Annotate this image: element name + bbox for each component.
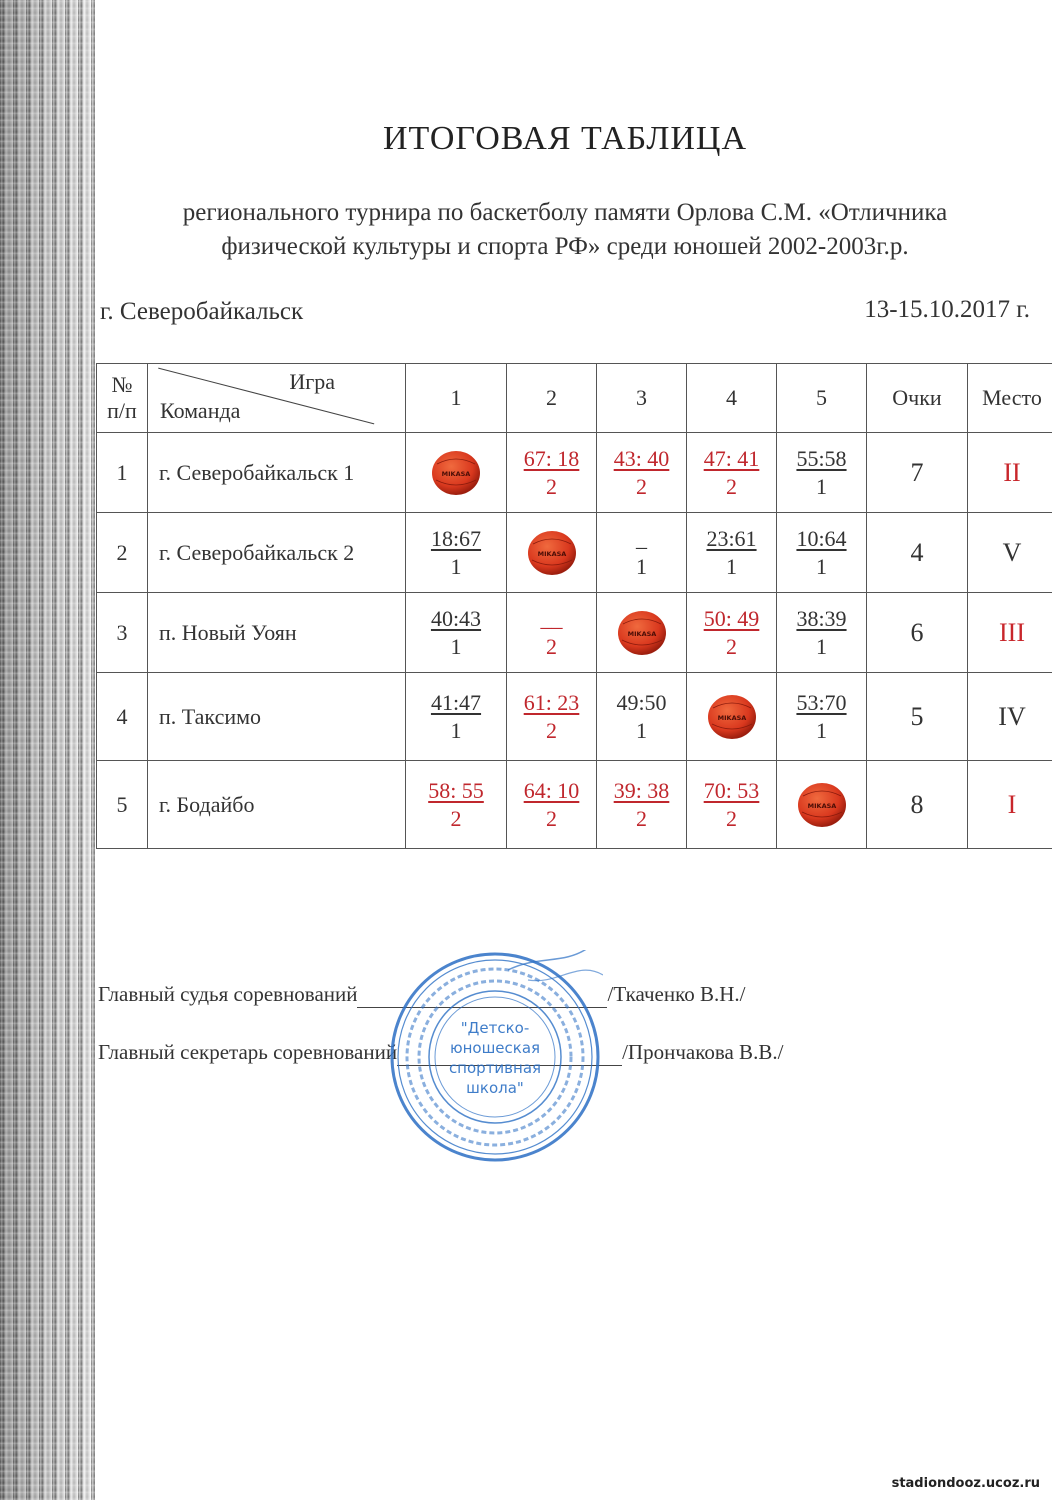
match-score xyxy=(431,525,481,581)
table-row xyxy=(97,593,1052,673)
subtitle-line-1: регионального турнира по баскетболу памяти Орлова С.М. «Отличника xyxy=(182,199,948,226)
score-value: 23:61 xyxy=(706,525,757,551)
match-score xyxy=(431,605,481,661)
match-score xyxy=(796,605,846,661)
match-score xyxy=(796,689,846,745)
row-number: 3 xyxy=(97,593,148,673)
score-value: 40:43 xyxy=(430,605,482,631)
match-score xyxy=(704,445,760,501)
match-points: 1 xyxy=(450,717,462,743)
city-label: г. Северобайкальск xyxy=(100,298,304,325)
judge-label: Главный судья соревнований xyxy=(98,982,358,1006)
match-points: 2 xyxy=(636,473,647,499)
total-points: 4 xyxy=(867,513,968,593)
score-value: _ xyxy=(636,525,647,551)
match-points: 2 xyxy=(546,633,557,659)
document-subtitle xyxy=(100,196,1030,264)
match-score xyxy=(614,777,670,833)
header-col-4: 4 xyxy=(687,364,777,433)
header-points: Очки xyxy=(867,364,968,433)
match-result-cell xyxy=(597,761,687,849)
match-points: 2 xyxy=(636,805,647,831)
final-place: II xyxy=(968,433,1052,513)
results-body xyxy=(97,433,1052,849)
official-stamp xyxy=(388,950,603,1165)
match-points: 1 xyxy=(450,553,462,579)
secretary-label: Главный секретарь соревнований xyxy=(98,1040,398,1064)
header-place: Место xyxy=(968,364,1052,433)
stamp-text-4: школа" xyxy=(466,1079,524,1097)
results-table xyxy=(96,363,1052,849)
match-score xyxy=(704,777,760,833)
header-col-1: 1 xyxy=(406,364,507,433)
match-result-cell xyxy=(507,761,597,849)
match-points: 2 xyxy=(546,805,557,831)
final-place: III xyxy=(968,593,1052,673)
match-result-cell xyxy=(597,513,687,593)
row-number: 2 xyxy=(97,513,148,593)
match-score xyxy=(524,689,580,745)
match-result-cell xyxy=(687,593,777,673)
secretary-name: /Прончакова В.В./ xyxy=(622,1040,784,1064)
document-title: ИТОГОВАЯ ТАБЛИЦА xyxy=(382,120,748,157)
self-match-cell xyxy=(507,513,597,593)
self-match-cell xyxy=(777,761,867,849)
basketball-icon xyxy=(707,694,757,740)
score-value: 64: 10 xyxy=(523,777,580,803)
team-name: п. Новый Уоян xyxy=(148,593,406,673)
match-result-cell xyxy=(687,513,777,593)
judge-name: /Ткаченко В.Н./ xyxy=(607,982,746,1006)
scan-edge-artifact xyxy=(0,0,95,1500)
total-points: 6 xyxy=(867,593,968,673)
self-match-cell xyxy=(687,673,777,761)
match-score xyxy=(704,605,760,661)
match-points: 2 xyxy=(726,473,737,499)
match-points: 1 xyxy=(726,553,737,579)
row-number: 1 xyxy=(97,433,148,513)
ball-brand-label: MIKASA xyxy=(441,469,471,478)
match-result-cell xyxy=(777,513,867,593)
match-result-cell xyxy=(597,673,687,761)
match-result-cell xyxy=(507,593,597,673)
header-num xyxy=(97,364,148,433)
header-team-label: Команда xyxy=(160,398,241,423)
score-value: 55:58 xyxy=(796,445,847,471)
stamp-text-1: "Детско- xyxy=(460,1019,530,1037)
match-result-cell xyxy=(597,433,687,513)
total-points: 7 xyxy=(867,433,968,513)
subtitle-line-2: физической культуры и спорта РФ» среди юношей 2002-2003г.р. xyxy=(221,233,909,260)
row-number: 5 xyxy=(97,761,148,849)
match-result-cell xyxy=(687,761,777,849)
header-col-5: 5 xyxy=(777,364,867,433)
team-name: г. Бодайбо xyxy=(148,761,406,849)
match-points: 1 xyxy=(636,553,647,579)
match-result-cell xyxy=(406,673,507,761)
ball-brand-label: MIKASA xyxy=(627,629,656,638)
match-result-cell xyxy=(777,673,867,761)
ball-brand-label: MIKASA xyxy=(807,801,836,810)
match-points: 1 xyxy=(816,473,827,499)
no-game-mark xyxy=(636,525,647,581)
match-points: 1 xyxy=(636,717,647,743)
team-name: г. Северобайкальск 1 xyxy=(148,433,406,513)
basketball-icon xyxy=(431,450,481,496)
basketball-icon xyxy=(527,530,577,576)
ball-brand-label: MIKASA xyxy=(717,713,746,722)
final-place: I xyxy=(968,761,1052,849)
score-value: 43: 40 xyxy=(613,445,670,471)
match-score xyxy=(614,445,670,501)
score-value: 10:64 xyxy=(796,525,847,551)
table-row xyxy=(97,513,1052,593)
self-match-cell xyxy=(597,593,687,673)
match-points: 2 xyxy=(450,805,462,831)
dates-label: 13-15.10.2017 г. xyxy=(864,296,1030,323)
score-value: 53:70 xyxy=(796,689,847,715)
match-points: 2 xyxy=(726,805,737,831)
table-row xyxy=(97,433,1052,513)
basketball-icon xyxy=(797,782,847,828)
match-result-cell xyxy=(507,673,597,761)
score-value: 49:50 xyxy=(616,689,667,715)
final-place: V xyxy=(968,513,1052,593)
match-result-cell xyxy=(777,433,867,513)
site-watermark: stadiondooz.ucoz.ru xyxy=(891,1476,1040,1491)
score-value: 67: 18 xyxy=(523,445,580,471)
match-score xyxy=(524,777,580,833)
match-result-cell xyxy=(687,433,777,513)
score-value: 39: 38 xyxy=(613,777,670,803)
score-value: 50: 49 xyxy=(703,605,760,631)
ball-brand-label: MIKASA xyxy=(537,549,566,558)
match-points: 1 xyxy=(816,633,827,659)
no-game-mark xyxy=(541,605,563,661)
score-value: 47: 41 xyxy=(703,445,760,471)
stamp-text-2: юношеская xyxy=(449,1039,541,1057)
match-points: 2 xyxy=(546,717,557,743)
match-points: 1 xyxy=(450,633,462,659)
header-game-label: Игра xyxy=(289,369,335,394)
match-score xyxy=(796,445,846,501)
match-result-cell xyxy=(406,513,507,593)
score-value: 18:67 xyxy=(430,525,482,551)
final-place: IV xyxy=(968,673,1052,761)
score-value: 41:47 xyxy=(430,689,482,715)
header-num-symbol: № xyxy=(111,372,133,397)
score-value: 61: 23 xyxy=(523,689,580,715)
match-result-cell xyxy=(777,593,867,673)
total-points: 8 xyxy=(867,761,968,849)
header-col-2: 2 xyxy=(507,364,597,433)
stamp-text-3: спортивная xyxy=(448,1059,542,1077)
table-row xyxy=(97,673,1052,761)
match-result-cell xyxy=(406,593,507,673)
match-points: 2 xyxy=(546,473,557,499)
match-points: 2 xyxy=(726,633,737,659)
basketball-icon xyxy=(617,610,667,656)
match-score xyxy=(796,525,846,581)
score-value: __ xyxy=(540,605,563,631)
score-value: 38:39 xyxy=(796,605,847,631)
match-score xyxy=(706,525,756,581)
match-points: 1 xyxy=(816,553,827,579)
match-points: 1 xyxy=(816,717,827,743)
header-col-3: 3 xyxy=(597,364,687,433)
row-number: 4 xyxy=(97,673,148,761)
self-match-cell xyxy=(406,433,507,513)
header-game-team xyxy=(148,364,406,433)
header-row xyxy=(97,364,1052,433)
table-row xyxy=(97,761,1052,849)
match-score xyxy=(431,689,481,745)
match-score xyxy=(524,445,580,501)
match-score xyxy=(616,689,666,745)
team-name: г. Северобайкальск 2 xyxy=(148,513,406,593)
team-name: п. Таксимо xyxy=(148,673,406,761)
header-num-abbr: п/п xyxy=(107,398,137,423)
match-result-cell xyxy=(507,433,597,513)
score-value: 70: 53 xyxy=(703,777,760,803)
score-value: 58: 55 xyxy=(428,777,484,803)
total-points: 5 xyxy=(867,673,968,761)
match-result-cell xyxy=(406,761,507,849)
match-score xyxy=(428,777,484,833)
